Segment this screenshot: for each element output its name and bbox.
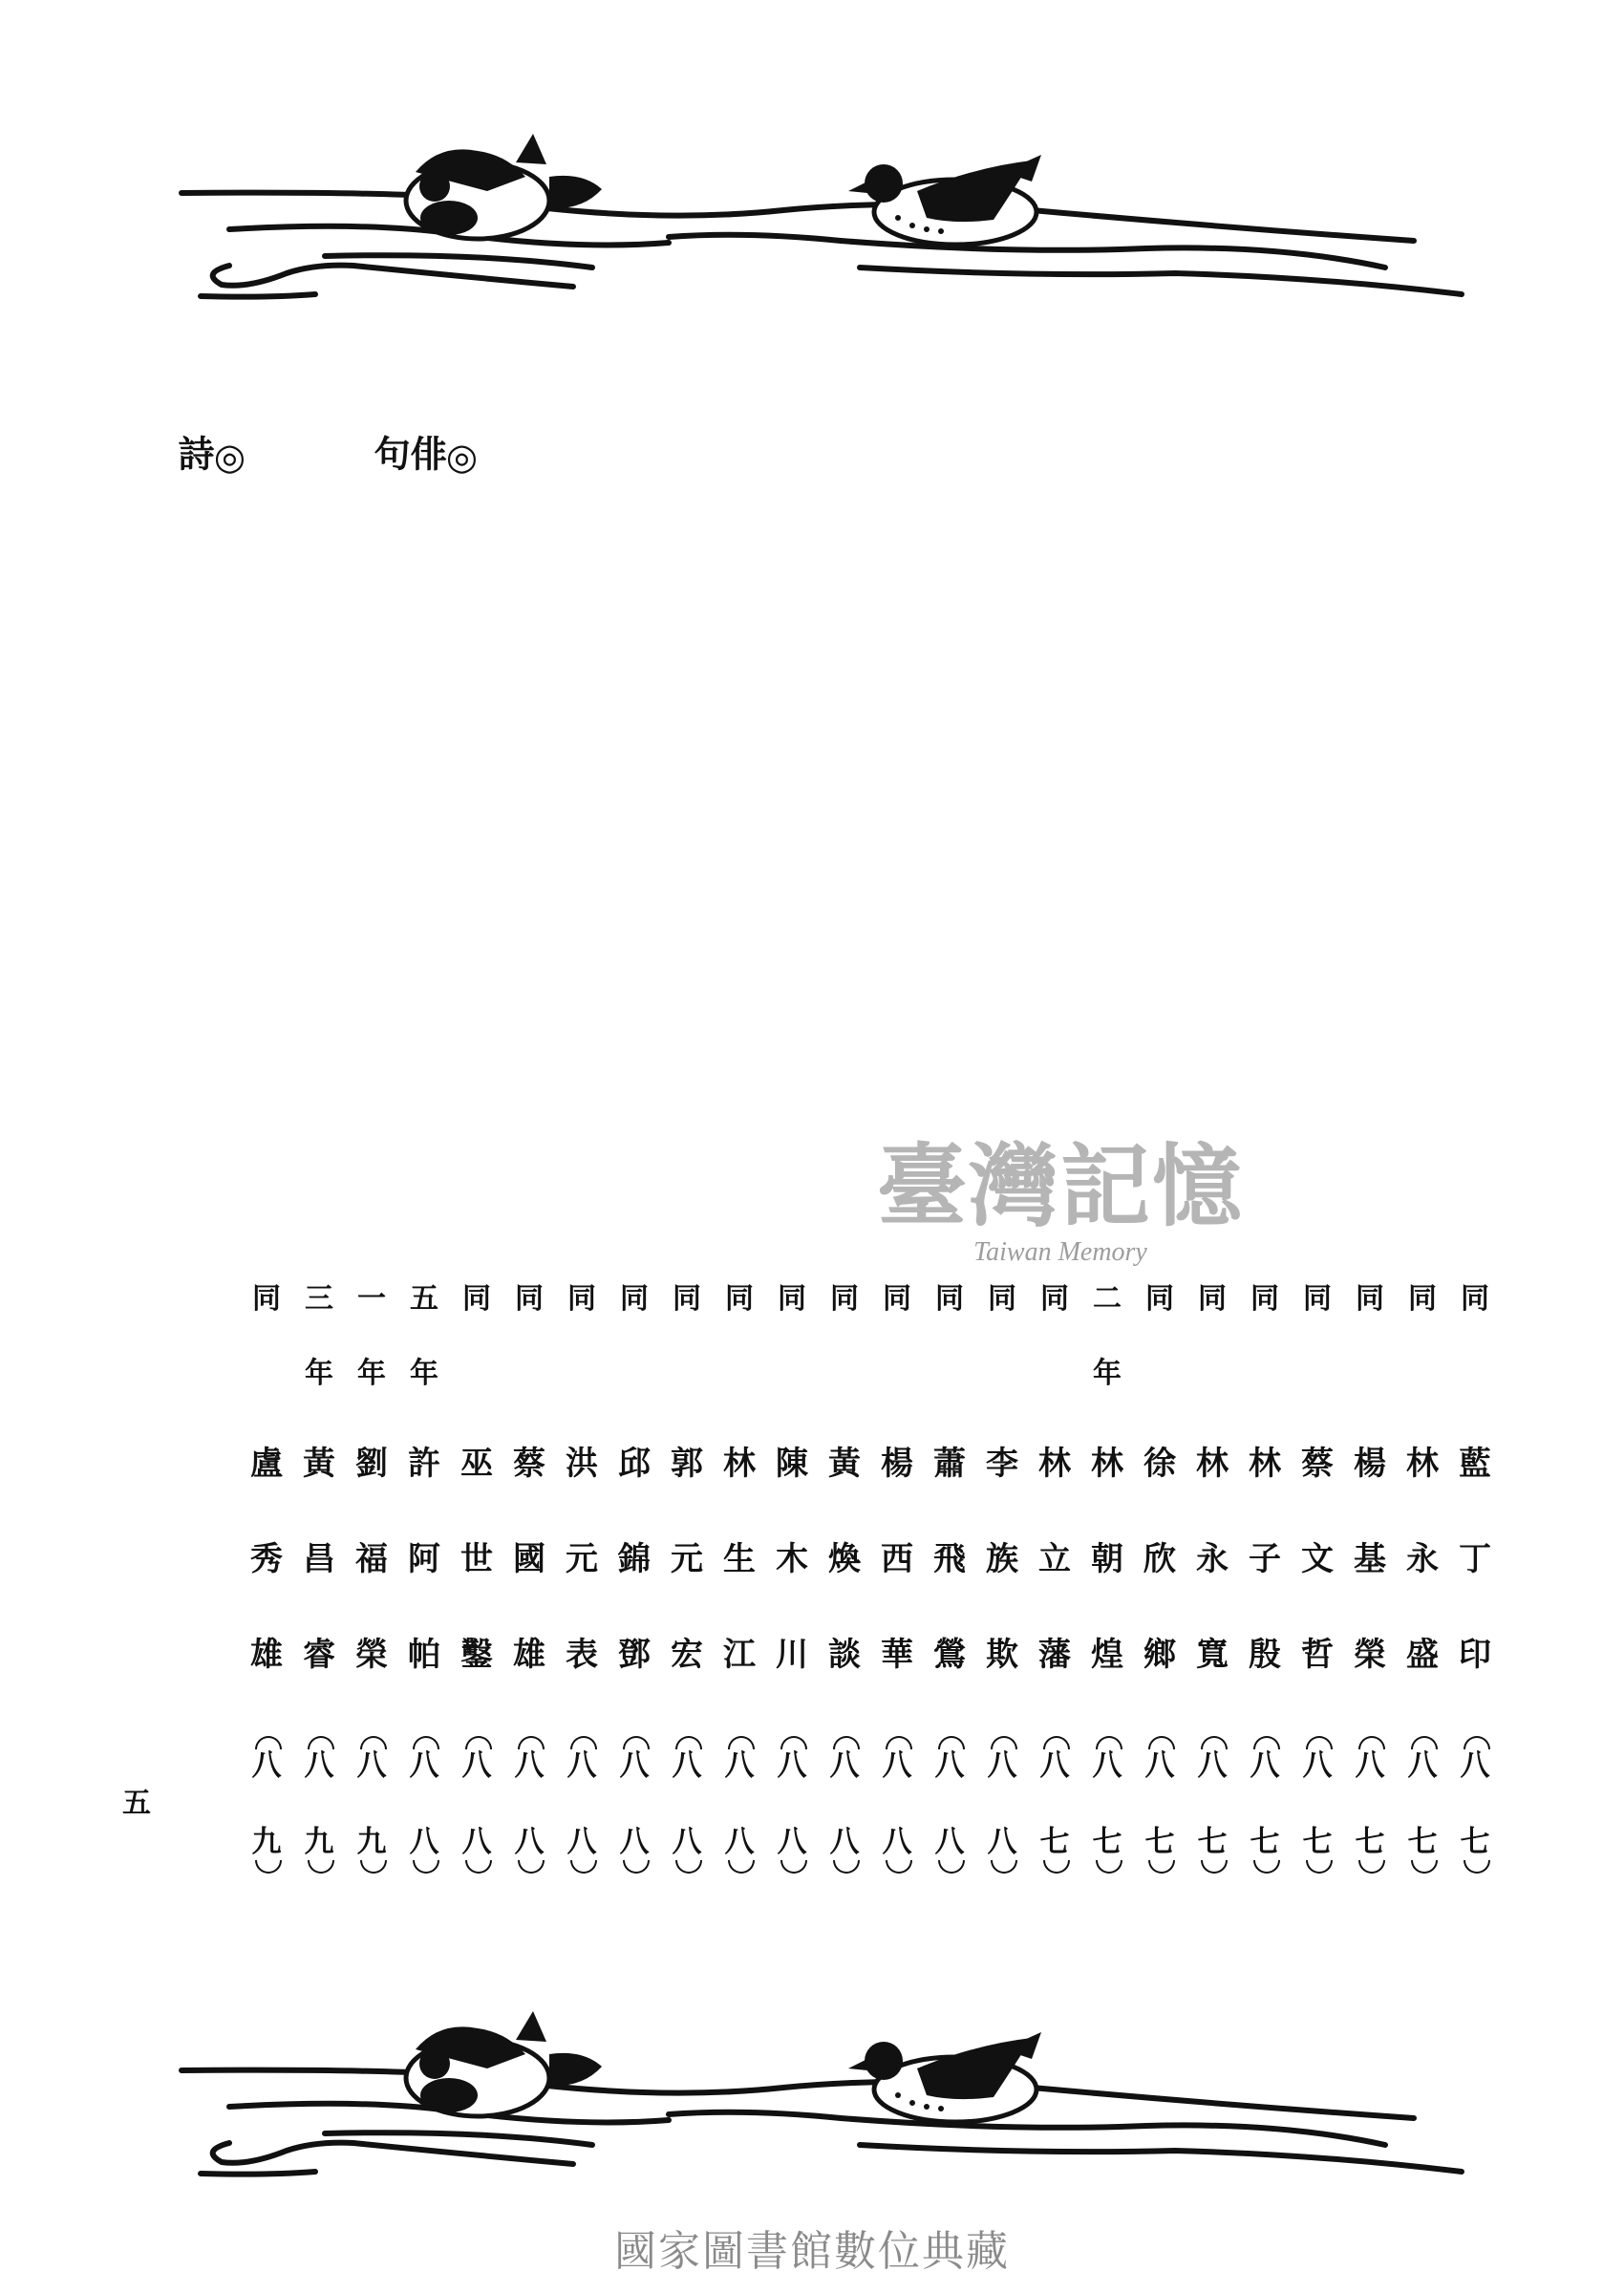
section-title-haiku-1: 俳	[404, 435, 447, 475]
close-paren-mark	[780, 1860, 807, 1874]
entry-name-1: 巫	[460, 1445, 493, 1483]
entry-number-1: 八	[356, 1748, 387, 1783]
entry-name-3: 印	[1459, 1636, 1491, 1674]
entry-year-suffix: 年	[305, 1357, 333, 1390]
entry-number-1: 八	[566, 1748, 597, 1783]
entry-number-1: 八	[672, 1748, 702, 1783]
entry-year: 同	[725, 1282, 754, 1316]
entry-number-2: 八	[461, 1825, 492, 1859]
entry-number-2: 七	[1460, 1825, 1490, 1859]
entry-number-2: 八	[724, 1825, 755, 1859]
entry-name-3: 雄	[513, 1636, 545, 1674]
entry-number-1: 八	[882, 1748, 912, 1783]
entry-year-suffix: 年	[410, 1357, 438, 1390]
entry-year: 同	[988, 1282, 1016, 1316]
entry-name-3: 哲	[1301, 1636, 1334, 1674]
entry-name-3: 藩	[1038, 1636, 1071, 1674]
open-paren-mark	[938, 1736, 965, 1749]
open-paren-mark	[886, 1736, 912, 1749]
entry-number-1: 八	[724, 1748, 755, 1783]
entry-name-2: 西	[881, 1540, 913, 1578]
close-paren-mark	[991, 1860, 1017, 1874]
entry-name-2: 阿	[408, 1540, 440, 1578]
entry-year: 同	[935, 1282, 964, 1316]
entry-number-2: 七	[1197, 1825, 1228, 1859]
entry-name-3: 談	[828, 1636, 861, 1674]
open-paren-mark	[1464, 1736, 1490, 1749]
page-number: 五	[122, 1787, 151, 1820]
entry-number-1: 八	[777, 1748, 807, 1783]
entry-name-2: 木	[776, 1540, 808, 1578]
entry-year: 同	[567, 1282, 596, 1316]
footer-credit: 國家圖書館數位典藏	[614, 2227, 1010, 2276]
watermark-english: Taiwan Memory	[973, 1237, 1147, 1267]
close-paren-mark	[1253, 1860, 1280, 1874]
entry-year: 一	[357, 1282, 386, 1316]
entry-number-1: 八	[1039, 1748, 1070, 1783]
entry-name-1: 楊	[881, 1445, 913, 1483]
entry-name-1: 郭	[671, 1445, 703, 1483]
entry-name-1: 許	[408, 1445, 440, 1483]
entry-year: 同	[778, 1282, 806, 1316]
entry-number-1: 八	[1144, 1748, 1175, 1783]
entry-year: 二	[1093, 1282, 1122, 1316]
entry-name-3: 鑿	[460, 1636, 493, 1674]
entry-name-3: 鄉	[1143, 1636, 1176, 1674]
entry-number-1: 八	[1355, 1748, 1385, 1783]
entry-name-3: 殷	[1249, 1636, 1281, 1674]
entry-name-1: 蔡	[513, 1445, 545, 1483]
close-paren-mark	[1043, 1860, 1070, 1874]
close-paren-mark	[1148, 1860, 1175, 1874]
entry-number-2: 七	[1302, 1825, 1333, 1859]
entry-name-3: 帕	[408, 1636, 440, 1674]
entry-name-3: 鄧	[618, 1636, 651, 1674]
entry-year: 同	[1461, 1282, 1489, 1316]
entry-name-1: 劉	[355, 1445, 388, 1483]
close-paren-mark	[675, 1860, 702, 1874]
entry-name-1: 李	[986, 1445, 1018, 1483]
section-heading-poem	[172, 435, 251, 482]
entry-name-3: 盛	[1406, 1636, 1439, 1674]
entry-name-3: 宏	[671, 1636, 703, 1674]
entry-name-1: 藍	[1459, 1445, 1491, 1483]
entry-year: 同	[515, 1282, 544, 1316]
open-paren-mark	[728, 1736, 755, 1749]
entry-name-1: 黃	[303, 1445, 335, 1483]
entry-number-2: 七	[1250, 1825, 1280, 1859]
close-paren-mark	[465, 1860, 492, 1874]
entry-name-2: 元	[671, 1540, 703, 1578]
entry-name-3: 表	[566, 1636, 598, 1674]
close-paren-mark	[886, 1860, 912, 1874]
entry-year: 同	[1408, 1282, 1437, 1316]
section-title-haiku-2: 句	[368, 435, 411, 475]
member-list	[0, 1282, 1624, 1897]
open-paren-mark	[360, 1736, 387, 1749]
entry-name-2: 飛	[933, 1540, 966, 1578]
top-duck-ornament	[172, 134, 1490, 306]
open-paren-mark	[1306, 1736, 1333, 1749]
entry-name-2: 元	[566, 1540, 598, 1578]
close-paren-mark	[1358, 1860, 1385, 1874]
entry-number-2: 八	[514, 1825, 545, 1859]
open-paren-mark	[1358, 1736, 1385, 1749]
entry-name-1: 邱	[618, 1445, 651, 1483]
open-paren-mark	[255, 1736, 282, 1749]
entry-year: 三	[305, 1282, 333, 1316]
open-paren-mark	[675, 1736, 702, 1749]
entry-number-2: 八	[934, 1825, 965, 1859]
open-paren-mark	[570, 1736, 597, 1749]
entry-number-1: 八	[619, 1748, 650, 1783]
entry-year: 同	[1198, 1282, 1227, 1316]
open-paren-mark	[623, 1736, 650, 1749]
entry-name-1: 林	[1196, 1445, 1229, 1483]
entry-number-1: 八	[409, 1748, 439, 1783]
entry-number-1: 八	[1197, 1748, 1228, 1783]
entry-year: 同	[1250, 1282, 1279, 1316]
entry-year: 五	[410, 1282, 438, 1316]
close-paren-mark	[570, 1860, 597, 1874]
entry-name-2: 族	[986, 1540, 1018, 1578]
close-paren-mark	[623, 1860, 650, 1874]
entry-name-1: 洪	[566, 1445, 598, 1483]
entry-number-2: 八	[672, 1825, 702, 1859]
entry-number-2: 七	[1407, 1825, 1438, 1859]
entry-year: 同	[1040, 1282, 1069, 1316]
entry-name-2: 福	[355, 1540, 388, 1578]
entry-name-2: 國	[513, 1540, 545, 1578]
entry-number-1: 八	[987, 1748, 1017, 1783]
entry-year: 同	[252, 1282, 281, 1316]
entry-name-2: 錦	[618, 1540, 651, 1578]
entry-name-1: 蕭	[933, 1445, 966, 1483]
close-paren-mark	[1411, 1860, 1438, 1874]
open-paren-mark	[833, 1736, 860, 1749]
entry-year-suffix: 年	[357, 1357, 386, 1390]
double-circle-mark-icon: ◎	[208, 435, 251, 482]
entry-name-2: 生	[723, 1540, 756, 1578]
entry-number-1: 八	[1250, 1748, 1280, 1783]
entry-name-3: 川	[776, 1636, 808, 1674]
open-paren-mark	[1043, 1736, 1070, 1749]
entry-number-1: 八	[1460, 1748, 1490, 1783]
entry-name-1: 林	[1249, 1445, 1281, 1483]
close-paren-mark	[938, 1860, 965, 1874]
close-paren-mark	[728, 1860, 755, 1874]
entry-year: 同	[830, 1282, 859, 1316]
entry-number-2: 八	[882, 1825, 912, 1859]
entry-name-2: 立	[1038, 1540, 1071, 1578]
entry-year-suffix: 年	[1093, 1357, 1122, 1390]
entry-name-3: 江	[723, 1636, 756, 1674]
entry-name-2: 世	[460, 1540, 493, 1578]
entry-number-1: 八	[514, 1748, 545, 1783]
entry-name-2: 丁	[1459, 1540, 1491, 1578]
close-paren-mark	[255, 1860, 282, 1874]
entry-number-1: 八	[1302, 1748, 1333, 1783]
entry-number-1: 八	[251, 1748, 282, 1783]
entry-number-2: 七	[1039, 1825, 1070, 1859]
entry-name-2: 煥	[828, 1540, 861, 1578]
close-paren-mark	[518, 1860, 545, 1874]
entry-year: 同	[673, 1282, 701, 1316]
open-paren-mark	[1148, 1736, 1175, 1749]
open-paren-mark	[308, 1736, 334, 1749]
close-paren-mark	[1464, 1860, 1490, 1874]
taiwan-memory-watermark	[812, 1134, 1309, 1267]
entry-number-1: 八	[1407, 1748, 1438, 1783]
entry-number-2: 七	[1092, 1825, 1122, 1859]
entry-name-2: 昌	[303, 1540, 335, 1578]
entry-name-3: 榮	[1354, 1636, 1386, 1674]
entry-name-1: 林	[1038, 1445, 1071, 1483]
entry-name-2: 子	[1249, 1540, 1281, 1578]
entry-number-2: 八	[566, 1825, 597, 1859]
double-circle-mark-icon: ◎	[440, 435, 483, 482]
entry-year: 同	[462, 1282, 491, 1316]
entry-name-1: 徐	[1143, 1445, 1176, 1483]
entry-number-2: 八	[829, 1825, 860, 1859]
entry-name-3: 欺	[986, 1636, 1018, 1674]
entry-number-2: 八	[619, 1825, 650, 1859]
open-paren-mark	[1201, 1736, 1228, 1749]
entry-year: 同	[883, 1282, 911, 1316]
entry-year: 同	[1356, 1282, 1384, 1316]
entry-number-2: 七	[1355, 1825, 1385, 1859]
close-paren-mark	[413, 1860, 439, 1874]
close-paren-mark	[1201, 1860, 1228, 1874]
open-paren-mark	[780, 1736, 807, 1749]
entry-number-1: 八	[1092, 1748, 1122, 1783]
entry-name-2: 文	[1301, 1540, 1334, 1578]
section-title-poem: 詩	[172, 435, 215, 475]
entry-name-3: 華	[881, 1636, 913, 1674]
entry-name-2: 基	[1354, 1540, 1386, 1578]
entry-name-1: 盧	[250, 1445, 283, 1483]
entry-number-2: 九	[356, 1825, 387, 1859]
entry-name-3: 榮	[355, 1636, 388, 1674]
entry-number-1: 八	[934, 1748, 965, 1783]
entry-name-2: 朝	[1091, 1540, 1123, 1578]
entry-year: 同	[620, 1282, 649, 1316]
entry-name-3: 鶯	[933, 1636, 966, 1674]
entry-number-2: 七	[1144, 1825, 1175, 1859]
entry-name-3: 寬	[1196, 1636, 1229, 1674]
entry-name-1: 楊	[1354, 1445, 1386, 1483]
entry-number-2: 九	[251, 1825, 282, 1859]
entry-number-2: 九	[304, 1825, 334, 1859]
entry-name-3: 煌	[1091, 1636, 1123, 1674]
entry-year: 同	[1303, 1282, 1332, 1316]
entry-name-1: 林	[723, 1445, 756, 1483]
close-paren-mark	[1306, 1860, 1333, 1874]
entry-name-1: 林	[1091, 1445, 1123, 1483]
entry-name-1: 陳	[776, 1445, 808, 1483]
close-paren-mark	[1096, 1860, 1122, 1874]
open-paren-mark	[413, 1736, 439, 1749]
open-paren-mark	[1096, 1736, 1122, 1749]
close-paren-mark	[308, 1860, 334, 1874]
entry-number-1: 八	[304, 1748, 334, 1783]
open-paren-mark	[1411, 1736, 1438, 1749]
open-paren-mark	[518, 1736, 545, 1749]
section-heading-haiku	[368, 435, 483, 545]
entry-number-1: 八	[461, 1748, 492, 1783]
open-paren-mark	[1253, 1736, 1280, 1749]
entry-name-3: 睿	[303, 1636, 335, 1674]
entry-name-2: 永	[1196, 1540, 1229, 1578]
entry-number-2: 八	[409, 1825, 439, 1859]
entry-name-1: 林	[1406, 1445, 1439, 1483]
close-paren-mark	[833, 1860, 860, 1874]
entry-name-3: 雄	[250, 1636, 283, 1674]
close-paren-mark	[360, 1860, 387, 1874]
entry-name-2: 欣	[1143, 1540, 1176, 1578]
entry-number-2: 八	[987, 1825, 1017, 1859]
entry-year: 同	[1145, 1282, 1174, 1316]
open-paren-mark	[465, 1736, 492, 1749]
entry-number-2: 八	[777, 1825, 807, 1859]
entry-name-2: 永	[1406, 1540, 1439, 1578]
entry-number-1: 八	[829, 1748, 860, 1783]
entry-name-1: 蔡	[1301, 1445, 1334, 1483]
open-paren-mark	[991, 1736, 1017, 1749]
bottom-duck-ornament	[172, 2011, 1490, 2183]
entry-name-1: 黃	[828, 1445, 861, 1483]
entry-name-2: 秀	[250, 1540, 283, 1578]
watermark-chinese: 臺灣記憶	[876, 1134, 1244, 1239]
